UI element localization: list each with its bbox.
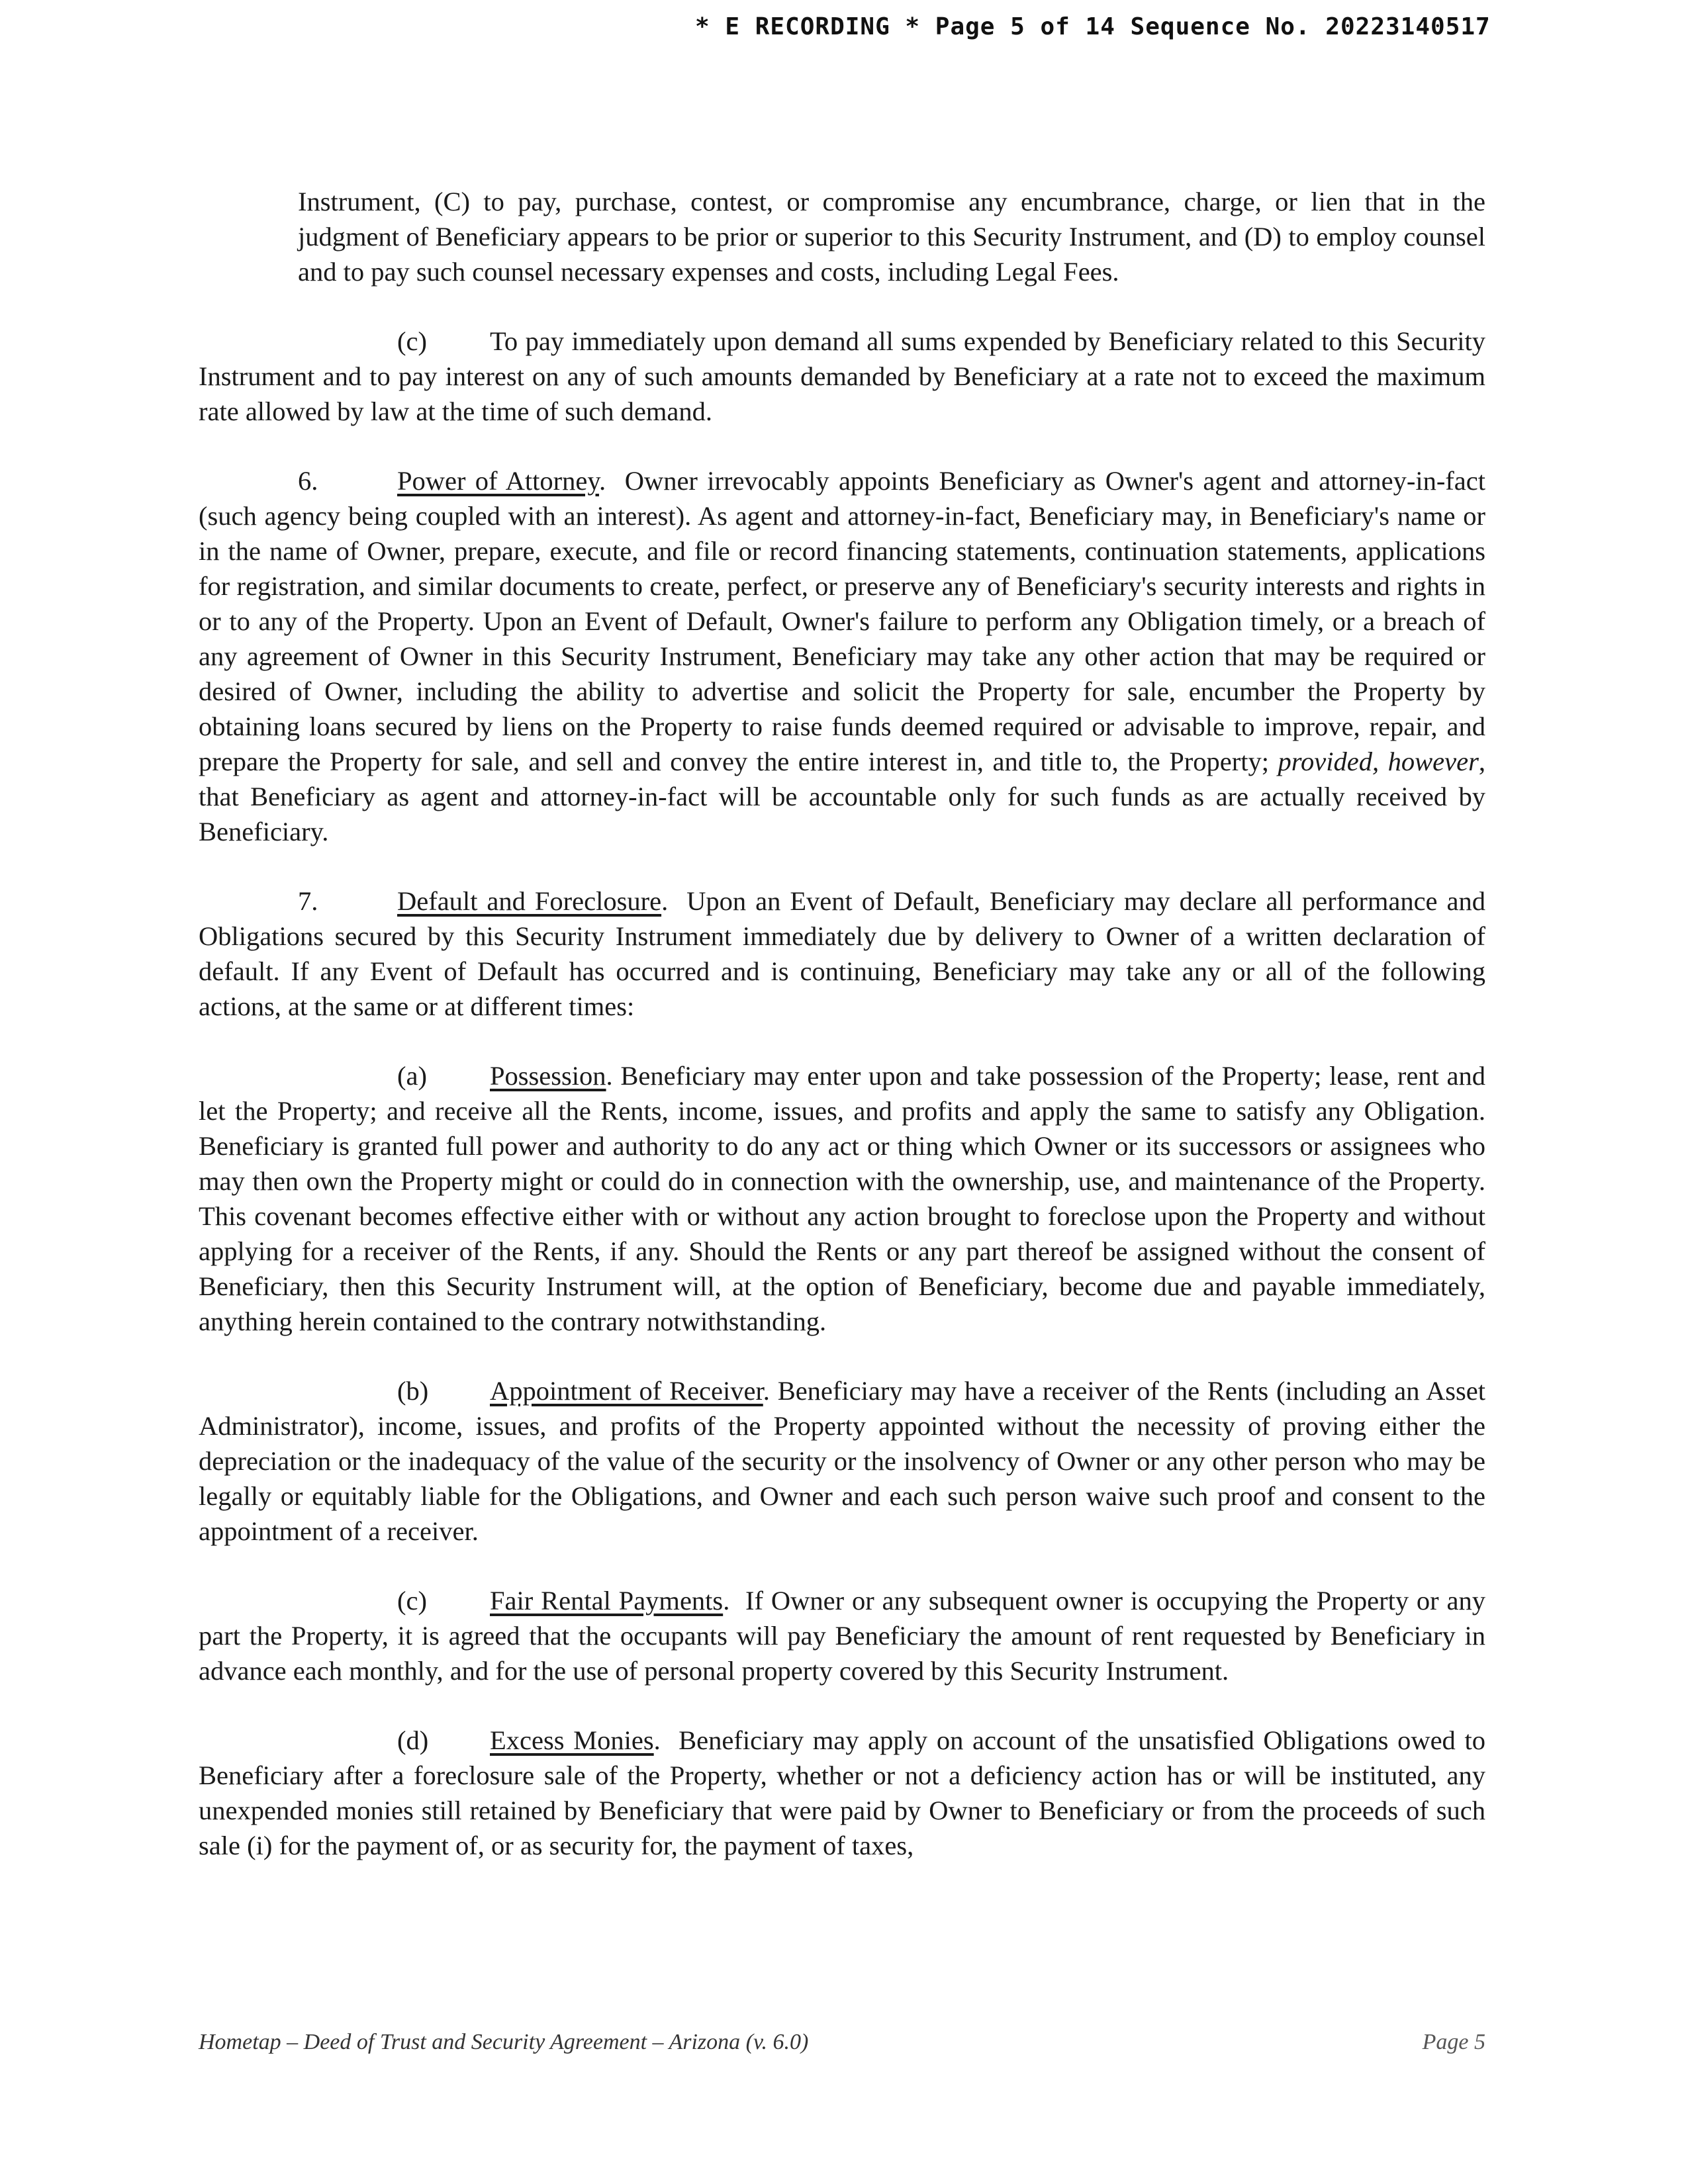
subsection-text: If Owner or any subsequent owner is occupying the Property or any part the Property, it is agreed that the occupants will pay Beneficiary the amount of rent requested by Beneficiary in advance each monthly, and for the use of personal property covered by this Security Instrument. (199, 1586, 1486, 1686)
section-heading: Power of Attorney (397, 466, 599, 496)
subsection-heading: Fair Rental Payments (490, 1586, 724, 1615)
section-text-end: , that Beneficiary as agent and attorney-in-fact will be accountable only for such funds as are actually received by Beneficiary. (199, 747, 1485, 846)
section-number: 7. (298, 886, 318, 916)
subsection-c-fair-rental-payments: (c) Fair Rental Payments. If Owner or any subsequent owner is occupying the Property or any part the Property, it is agreed that the occupants will pay Beneficiary the amount of rent requested by Beneficiary in advance each monthly, and for the use of personal property covered by this Security Instrument. (199, 1583, 1485, 1688)
subsection-text: Beneficiary may have a receiver of the Rents (including an Asset Administrator), income, issues, and profits of the Property appointed without the necessity of proving either the depreciation or the inadequacy of the value of the security or the insolvency of Owner or any other person who may be legally or equitably liable for the Obligations, and Owner and each such person waive such proof and consent to the appointment of a receiver. (199, 1376, 1486, 1546)
subsection-text: Beneficiary may enter upon and take possession of the Property; lease, rent and let the Property; and receive all the Rents, income, issues, and profits and apply the same to satisfy any Obligation. Beneficiary is granted full power and authority to do any act or thing which Owner or its successors or assignees who may then own the Property might or could do in connection with the ownership, use, and maintenance of the Property. This covenant becomes effective either with or without any action brought to foreclose upon the Property and without applying for a receiver of the Rents, if any. Should the Rents or any part thereof be assigned without the consent of Beneficiary, then this Security Instrument will, at the option of Beneficiary, become due and payable immediately, anything herein contained to the contrary notwithstanding. (199, 1061, 1485, 1336)
subsection-b-appointment-of-receiver: (b) Appointment of Receiver. Beneficiary may have a receiver of the Rents (including an Asset Administrator), income, issues, and profits of the Property appointed without the necessity of proving either the depreciation or the inadequacy of the value of the security or the insolvency of Owner or any other person who may be legally or equitably liable for the Obligations, and Owner and each such person waive such proof and consent to the appointment of a receiver. (199, 1373, 1485, 1549)
paragraph-c-pay-on-demand (199, 324, 1485, 429)
subsection-a-possession: (a) Possession. Beneficiary may enter upon and take possession of the Property; lease, rent and let the Property; and receive all the Rents, income, issues, and profits and apply the same to satisfy any Obligation. Beneficiary is granted full power and authority to do any act or thing which Owner or its successors or assignees who may then own the Property might or could do in connection with the ownership, use, and maintenance of the Property. This covenant becomes effective either with or without any action brought to foreclose upon the Property and without applying for a receiver of the Rents, if any. Should the Rents or any part thereof be assigned without the consent of Beneficiary, then this Security Instrument will, at the option of Beneficiary, become due and payable immediately, anything herein contained to the contrary notwithstanding. (199, 1058, 1485, 1339)
subsection-heading: Excess Monies (490, 1725, 654, 1755)
section-heading: Default and Foreclosure (397, 886, 662, 916)
footer-page-number: Page 5 (1422, 2030, 1485, 2054)
paragraph-text: To pay immediately upon demand all sums expended by Beneficiary related to this Security Instrument and to pay interest on any of such amounts demanded by Beneficiary at a rate not to exceed the maximum rate allowed by law at the time of such demand. (199, 326, 1485, 426)
page-footer (199, 2030, 1485, 2055)
section-text: Upon an Event of Default, Beneficiary may declare all performance and Obligations secured by this Security Instrument immediately due by delivery to Owner of a written declaration of default. If any Event of Default has occurred and is continuing, Beneficiary may take any or all of the following actions, at the same or at different times: (199, 886, 1485, 1021)
subsection-label: (c) (397, 1586, 427, 1615)
paragraph-label: (c) (397, 326, 427, 356)
footer-document-title: Hometap – Deed of Trust and Security Agreement – Arizona (v. 6.0) (199, 2030, 809, 2054)
section-6-power-of-attorney: 6. Power of Attorney. Owner irrevocably appoints Beneficiary as Owner's agent and attorney-in-fact (such agency being coupled with an interest). As agent and attorney-in-fact, Beneficiary may, in Beneficiary's name or in the name of Owner, prepare, execute, and file or record financing statements, continuation statements, applications for registration, and similar documents to create, perfect, or preserve any of Beneficiary's security interests and rights in or to any of the Property. Upon an Event of Default, Owner's failure to perform any Obligation timely, or a breach of any agreement of Owner in this Security Instrument, Beneficiary may take any other action that may be required or desired of Owner, including the ability to advertise and solicit the Property for sale, encumber the Property by obtaining loans secured by liens on the Property to raise funds deemed required or advisable to improve, repair, and prepare the Property for sale, and sell and convey the entire interest in, and title to, the Property; provided, however, that Beneficiary as agent and attorney-in-fact will be accountable only for such funds as are actually received by Beneficiary. (199, 463, 1485, 849)
subsection-label: (a) (397, 1061, 427, 1091)
section-7-default-and-foreclosure: 7. Default and Foreclosure. Upon an Event of Default, Beneficiary may declare all performance and Obligations secured by this Security Instrument immediately due by delivery to Owner of a written declaration of default. If any Event of Default has occurred and is continuing, Beneficiary may take any or all of the following actions, at the same or at different times: (199, 884, 1485, 1024)
recording-header: * E RECORDING * Page 5 of 14 Sequence No. 20223140517 (695, 13, 1491, 40)
subsection-heading: Appointment of Receiver (490, 1376, 763, 1406)
subsection-heading: Possession (490, 1061, 606, 1091)
document-body (199, 184, 1485, 1897)
section-text: Owner irrevocably appoints Beneficiary as Owner's agent and attorney-in-fact (such agency being coupled with an interest). As agent and attorney-in-fact, Beneficiary may, in Beneficiary's name or in the name of Owner, prepare, execute, and file or record financing statements, continuation statements, applications for registration, and similar documents to create, perfect, or preserve any of Beneficiary's security interests and rights in or to any of the Property. Upon an Event of Default, Owner's failure to perform any Obligation timely, or a breach of any agreement of Owner in this Security Instrument, Beneficiary may take any other action that may be required or desired of Owner, including the ability to advertise and solicit the Property for sale, encumber the Property by obtaining loans secured by liens on the Property to raise funds deemed required or advisable to improve, repair, and prepare the Property for sale, and sell and convey the entire interest in, and title to, the Property; (199, 466, 1485, 776)
subsection-text: Beneficiary may apply on account of the unsatisfied Obligations owed to Beneficiary after a foreclosure sale of the Property, whether or not a deficiency action has or will be instituted, any unexpended monies still retained by Beneficiary that were paid by Owner to Beneficiary or from the proceeds of such sale (i) for the payment of, or as security for, the payment of taxes, (199, 1725, 1486, 1860)
subsection-d-excess-monies: (d) Excess Monies. Beneficiary may apply on account of the unsatisfied Obligations owed to Beneficiary after a foreclosure sale of the Property, whether or not a deficiency action has or will be instituted, any unexpended monies still retained by Beneficiary that were paid by Owner to Beneficiary or from the proceeds of such sale (i) for the payment of, or as security for, the payment of taxes, (199, 1723, 1485, 1863)
subsection-label: (d) (397, 1725, 429, 1755)
continued-paragraph: Instrument, (C) to pay, purchase, contest, or compromise any encumbrance, charge, or lien that in the judgment of Beneficiary appears to be prior or superior to this Security Instrument, and (D) to employ counsel and to pay such counsel necessary expenses and costs, including Legal Fees. (298, 187, 1485, 287)
italic-phrase: provided, however (1278, 747, 1479, 776)
subsection-label: (b) (397, 1376, 429, 1406)
section-number: 6. (298, 466, 318, 496)
